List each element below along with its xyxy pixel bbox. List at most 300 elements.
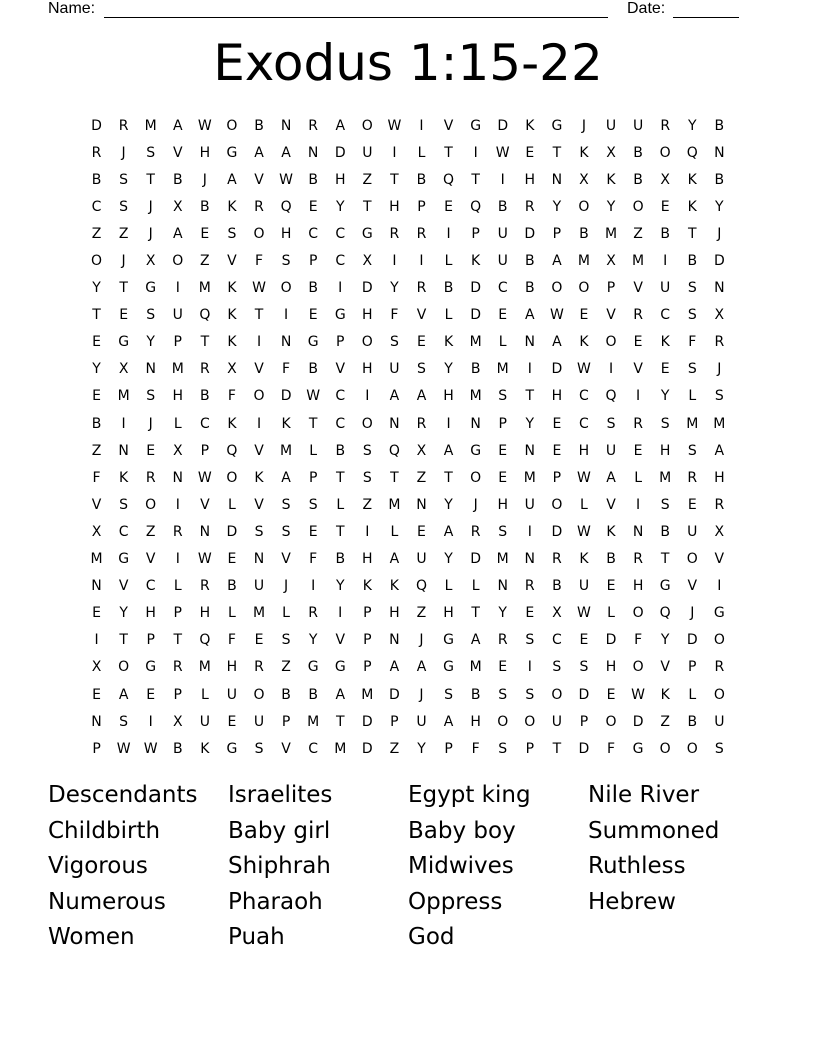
grid-letter[interactable]: T bbox=[92, 307, 101, 324]
grid-letter[interactable]: Z bbox=[660, 713, 670, 730]
grid-letter[interactable]: B bbox=[660, 225, 670, 242]
grid-letter[interactable]: D bbox=[389, 686, 400, 703]
grid-letter[interactable]: N bbox=[280, 117, 292, 134]
grid-letter[interactable]: B bbox=[714, 171, 725, 188]
grid-letter[interactable]: H bbox=[497, 496, 508, 513]
grid-letter[interactable]: H bbox=[334, 171, 346, 188]
grid-letter[interactable]: R bbox=[91, 144, 102, 161]
grid-letter[interactable]: R bbox=[552, 551, 562, 568]
grid-letter[interactable]: N bbox=[172, 469, 184, 486]
grid-letter[interactable]: R bbox=[714, 334, 725, 351]
grid-letter[interactable]: Y bbox=[687, 117, 697, 134]
grid-letter[interactable]: D bbox=[713, 253, 725, 270]
grid-letter[interactable]: V bbox=[281, 551, 291, 568]
grid-letter[interactable]: B bbox=[308, 171, 318, 188]
grid-letter[interactable]: B bbox=[660, 523, 670, 540]
grid-letter[interactable]: V bbox=[714, 551, 725, 568]
grid-letter[interactable]: R bbox=[633, 551, 643, 568]
grid-letter[interactable]: Z bbox=[633, 225, 643, 242]
grid-letter[interactable]: K bbox=[227, 198, 237, 215]
grid-letter[interactable]: S bbox=[687, 307, 697, 324]
grid-letter[interactable]: J bbox=[419, 632, 424, 649]
grid-letter[interactable]: O bbox=[605, 334, 617, 351]
grid-letter[interactable]: O bbox=[713, 632, 725, 649]
grid-letter[interactable]: P bbox=[336, 334, 345, 351]
grid-letter[interactable]: U bbox=[605, 117, 617, 134]
grid-letter[interactable]: D bbox=[470, 307, 482, 324]
grid-letter[interactable]: P bbox=[417, 198, 426, 215]
name-field[interactable] bbox=[104, 17, 608, 18]
grid-letter[interactable]: E bbox=[444, 198, 453, 215]
grid-letter[interactable]: J bbox=[717, 361, 722, 378]
grid-letter[interactable]: L bbox=[634, 469, 642, 486]
grid-letter[interactable]: S bbox=[660, 496, 670, 513]
grid-letter[interactable]: O bbox=[578, 198, 590, 215]
grid-letter[interactable]: X bbox=[606, 144, 616, 161]
grid-letter[interactable]: X bbox=[172, 198, 183, 215]
grid-letter[interactable]: A bbox=[254, 144, 264, 161]
grid-letter[interactable]: E bbox=[579, 307, 589, 324]
grid-letter[interactable]: K bbox=[227, 280, 237, 297]
grid-letter[interactable]: J bbox=[148, 198, 153, 215]
grid-letter[interactable]: N bbox=[524, 334, 536, 351]
grid-letter[interactable]: M bbox=[90, 551, 103, 568]
grid-letter[interactable]: Z bbox=[145, 523, 156, 540]
grid-letter[interactable]: E bbox=[498, 469, 508, 486]
grid-letter[interactable]: M bbox=[523, 469, 536, 486]
grid-letter[interactable]: Z bbox=[118, 225, 129, 242]
grid-letter[interactable]: S bbox=[687, 280, 697, 297]
grid-letter[interactable]: M bbox=[577, 253, 590, 270]
grid-letter[interactable]: C bbox=[335, 225, 346, 242]
grid-letter[interactable]: K bbox=[281, 415, 291, 432]
grid-letter[interactable]: E bbox=[92, 388, 101, 405]
grid-letter[interactable]: A bbox=[525, 307, 535, 324]
grid-letter[interactable]: W bbox=[252, 280, 266, 297]
grid-letter[interactable]: T bbox=[552, 144, 562, 161]
grid-letter[interactable]: V bbox=[687, 578, 698, 595]
grid-letter[interactable]: K bbox=[579, 144, 589, 161]
grid-letter[interactable]: P bbox=[606, 280, 616, 297]
grid-letter[interactable]: H bbox=[362, 551, 373, 568]
grid-letter[interactable]: Z bbox=[91, 442, 102, 459]
grid-letter[interactable]: T bbox=[119, 280, 128, 297]
grid-letter[interactable]: W bbox=[387, 117, 402, 134]
grid-letter[interactable]: D bbox=[226, 523, 238, 540]
grid-letter[interactable]: Y bbox=[92, 280, 101, 297]
grid-letter[interactable]: N bbox=[524, 551, 536, 568]
grid-letter[interactable]: F bbox=[227, 632, 236, 649]
grid-letter[interactable]: O bbox=[470, 469, 482, 486]
grid-letter[interactable]: R bbox=[172, 659, 183, 676]
grid-letter[interactable]: C bbox=[145, 578, 156, 595]
grid-letter[interactable]: S bbox=[308, 496, 318, 513]
grid-letter[interactable]: W bbox=[549, 307, 564, 324]
grid-letter[interactable]: K bbox=[254, 469, 264, 486]
grid-letter[interactable]: P bbox=[281, 713, 291, 730]
grid-letter[interactable]: Y bbox=[308, 632, 318, 649]
grid-letter[interactable]: B bbox=[308, 686, 318, 703]
grid-letter[interactable]: E bbox=[146, 442, 156, 459]
grid-letter[interactable]: D bbox=[632, 713, 644, 730]
grid-letter[interactable]: N bbox=[470, 415, 481, 432]
grid-letter[interactable]: L bbox=[688, 686, 697, 703]
grid-letter[interactable]: I bbox=[94, 632, 99, 649]
grid-letter[interactable]: B bbox=[606, 551, 616, 568]
grid-letter[interactable]: L bbox=[580, 496, 588, 513]
grid-letter[interactable]: I bbox=[338, 280, 343, 297]
grid-letter[interactable]: Q bbox=[659, 605, 671, 622]
grid-letter[interactable]: N bbox=[714, 144, 725, 161]
grid-letter[interactable]: G bbox=[443, 632, 454, 649]
grid-letter[interactable]: A bbox=[172, 225, 183, 242]
grid-letter[interactable]: A bbox=[552, 334, 562, 351]
grid-letter[interactable]: H bbox=[362, 307, 373, 324]
grid-letter[interactable]: N bbox=[632, 523, 644, 540]
grid-letter[interactable]: M bbox=[686, 415, 699, 432]
grid-letter[interactable]: H bbox=[578, 442, 590, 459]
grid-letter[interactable]: S bbox=[687, 442, 697, 459]
grid-letter[interactable]: E bbox=[660, 198, 670, 215]
grid-letter[interactable]: C bbox=[335, 388, 346, 405]
grid-letter[interactable]: N bbox=[389, 415, 400, 432]
grid-letter[interactable]: N bbox=[199, 523, 211, 540]
grid-letter[interactable]: R bbox=[497, 632, 508, 649]
grid-letter[interactable]: I bbox=[392, 144, 397, 161]
grid-letter[interactable]: Z bbox=[281, 659, 291, 676]
grid-letter[interactable]: O bbox=[605, 713, 617, 730]
grid-letter[interactable]: K bbox=[579, 334, 589, 351]
grid-letter[interactable]: O bbox=[578, 280, 590, 297]
grid-letter[interactable]: N bbox=[253, 551, 265, 568]
grid-letter[interactable]: C bbox=[335, 415, 346, 432]
grid-letter[interactable]: K bbox=[525, 117, 535, 134]
grid-letter[interactable]: V bbox=[633, 280, 643, 297]
grid-letter[interactable]: S bbox=[254, 740, 264, 757]
grid-letter[interactable]: A bbox=[606, 469, 616, 486]
grid-letter[interactable]: G bbox=[334, 307, 346, 324]
grid-letter[interactable]: H bbox=[443, 605, 454, 622]
grid-letter[interactable]: E bbox=[227, 551, 237, 568]
grid-letter[interactable]: B bbox=[633, 144, 643, 161]
grid-letter[interactable]: B bbox=[579, 225, 589, 242]
grid-letter[interactable]: Q bbox=[415, 578, 427, 595]
grid-letter[interactable]: L bbox=[417, 144, 426, 161]
grid-letter[interactable]: V bbox=[91, 496, 102, 513]
grid-letter[interactable]: Y bbox=[444, 361, 453, 378]
grid-letter[interactable]: D bbox=[91, 117, 102, 134]
grid-letter[interactable]: S bbox=[444, 686, 453, 703]
grid-letter[interactable]: D bbox=[686, 632, 698, 649]
grid-letter[interactable]: O bbox=[524, 713, 536, 730]
grid-letter[interactable]: D bbox=[551, 361, 563, 378]
grid-letter[interactable]: J bbox=[121, 144, 126, 161]
grid-letter[interactable]: Y bbox=[390, 280, 399, 297]
grid-letter[interactable]: Y bbox=[119, 605, 128, 622]
grid-letter[interactable]: Y bbox=[335, 198, 345, 215]
grid-letter[interactable]: H bbox=[145, 605, 156, 622]
grid-letter[interactable]: B bbox=[633, 171, 643, 188]
grid-letter[interactable]: L bbox=[282, 605, 290, 622]
grid-letter[interactable]: T bbox=[308, 415, 318, 432]
grid-letter[interactable]: O bbox=[551, 280, 563, 297]
grid-letter[interactable]: N bbox=[389, 632, 400, 649]
grid-letter[interactable]: E bbox=[579, 632, 589, 649]
grid-letter[interactable]: Y bbox=[92, 361, 101, 378]
grid-letter[interactable]: E bbox=[633, 442, 643, 459]
grid-letter[interactable]: N bbox=[524, 442, 536, 459]
grid-letter[interactable]: V bbox=[172, 144, 183, 161]
grid-letter[interactable]: M bbox=[469, 334, 482, 351]
grid-letter[interactable]: A bbox=[389, 551, 400, 568]
grid-letter[interactable]: T bbox=[254, 307, 264, 324]
grid-letter[interactable]: B bbox=[227, 578, 237, 595]
grid-letter[interactable]: I bbox=[256, 334, 262, 351]
grid-letter[interactable]: B bbox=[552, 578, 562, 595]
grid-letter[interactable]: Y bbox=[444, 496, 453, 513]
grid-letter[interactable]: P bbox=[173, 686, 182, 703]
grid-letter[interactable]: P bbox=[390, 713, 399, 730]
grid-letter[interactable]: S bbox=[606, 415, 616, 432]
grid-letter[interactable]: Y bbox=[444, 551, 453, 568]
grid-letter[interactable]: E bbox=[254, 632, 264, 649]
grid-letter[interactable]: O bbox=[253, 225, 265, 242]
grid-letter[interactable]: B bbox=[687, 713, 698, 730]
grid-letter[interactable]: K bbox=[362, 578, 372, 595]
grid-letter[interactable]: D bbox=[524, 225, 536, 242]
grid-letter[interactable]: V bbox=[416, 307, 427, 324]
grid-letter[interactable]: M bbox=[334, 740, 347, 757]
grid-letter[interactable]: E bbox=[417, 523, 426, 540]
grid-letter[interactable]: C bbox=[91, 198, 102, 215]
grid-letter[interactable]: A bbox=[443, 442, 454, 459]
grid-letter[interactable]: N bbox=[91, 713, 102, 730]
grid-letter[interactable]: D bbox=[497, 117, 509, 134]
grid-letter[interactable]: L bbox=[173, 578, 182, 595]
grid-letter[interactable]: H bbox=[280, 225, 292, 242]
grid-letter[interactable]: X bbox=[579, 171, 589, 188]
grid-letter[interactable]: B bbox=[416, 171, 427, 188]
grid-letter[interactable]: P bbox=[146, 632, 155, 649]
grid-letter[interactable]: A bbox=[281, 144, 291, 161]
grid-letter[interactable]: V bbox=[254, 171, 264, 188]
grid-letter[interactable]: B bbox=[470, 686, 481, 703]
grid-letter[interactable]: H bbox=[632, 578, 644, 595]
grid-letter[interactable]: L bbox=[498, 334, 507, 351]
grid-letter[interactable]: O bbox=[226, 117, 238, 134]
grid-letter[interactable]: A bbox=[389, 388, 400, 405]
grid-letter[interactable]: G bbox=[145, 280, 157, 297]
grid-letter[interactable]: J bbox=[202, 171, 207, 188]
grid-letter[interactable]: M bbox=[117, 388, 130, 405]
grid-letter[interactable]: L bbox=[471, 578, 480, 595]
grid-letter[interactable]: K bbox=[606, 523, 616, 540]
grid-letter[interactable]: H bbox=[443, 388, 454, 405]
grid-letter[interactable]: V bbox=[443, 117, 454, 134]
grid-letter[interactable]: S bbox=[525, 686, 535, 703]
grid-letter[interactable]: W bbox=[197, 551, 212, 568]
date-field[interactable] bbox=[673, 17, 739, 18]
grid-letter[interactable]: R bbox=[308, 117, 319, 134]
grid-letter[interactable]: B bbox=[335, 551, 346, 568]
grid-letter[interactable]: G bbox=[632, 740, 644, 757]
grid-letter[interactable]: S bbox=[552, 659, 562, 676]
grid-letter[interactable]: R bbox=[416, 280, 427, 297]
grid-letter[interactable]: U bbox=[253, 713, 265, 730]
grid-letter[interactable]: I bbox=[473, 144, 478, 161]
grid-letter[interactable]: G bbox=[145, 659, 157, 676]
grid-letter[interactable]: V bbox=[335, 632, 346, 649]
grid-letter[interactable]: B bbox=[200, 388, 210, 405]
grid-letter[interactable]: R bbox=[633, 415, 643, 432]
grid-letter[interactable]: B bbox=[524, 253, 535, 270]
grid-letter[interactable]: H bbox=[659, 442, 671, 459]
grid-letter[interactable]: M bbox=[252, 605, 266, 622]
grid-letter[interactable]: R bbox=[145, 469, 156, 486]
grid-letter[interactable]: Q bbox=[443, 171, 455, 188]
grid-letter[interactable]: X bbox=[660, 171, 670, 188]
grid-letter[interactable]: I bbox=[284, 307, 289, 324]
grid-letter[interactable]: E bbox=[200, 225, 210, 242]
grid-letter[interactable]: L bbox=[336, 496, 345, 513]
grid-letter[interactable]: K bbox=[471, 253, 481, 270]
grid-letter[interactable]: E bbox=[660, 361, 670, 378]
grid-letter[interactable]: M bbox=[388, 496, 401, 513]
grid-letter[interactable]: S bbox=[227, 225, 237, 242]
grid-letter[interactable]: E bbox=[92, 605, 101, 622]
grid-letter[interactable]: A bbox=[281, 469, 291, 486]
grid-letter[interactable]: S bbox=[498, 388, 508, 405]
grid-letter[interactable]: S bbox=[362, 469, 372, 486]
grid-letter[interactable]: U bbox=[714, 713, 725, 730]
grid-letter[interactable]: V bbox=[335, 361, 346, 378]
grid-letter[interactable]: D bbox=[578, 740, 590, 757]
grid-letter[interactable]: Y bbox=[660, 632, 670, 649]
grid-letter[interactable]: R bbox=[172, 523, 183, 540]
grid-letter[interactable]: X bbox=[362, 253, 373, 270]
grid-letter[interactable]: T bbox=[200, 334, 210, 351]
grid-letter[interactable]: O bbox=[686, 551, 698, 568]
grid-letter[interactable]: S bbox=[281, 632, 291, 649]
grid-letter[interactable]: W bbox=[197, 117, 212, 134]
grid-letter[interactable]: V bbox=[281, 740, 291, 757]
grid-letter[interactable]: P bbox=[579, 713, 589, 730]
grid-letter[interactable]: E bbox=[119, 307, 129, 324]
grid-letter[interactable]: F bbox=[634, 632, 643, 649]
grid-letter[interactable]: P bbox=[552, 225, 562, 242]
grid-letter[interactable]: O bbox=[253, 686, 265, 703]
grid-letter[interactable]: M bbox=[496, 551, 509, 568]
grid-letter[interactable]: G bbox=[118, 551, 130, 568]
grid-letter[interactable]: A bbox=[172, 117, 183, 134]
grid-letter[interactable]: S bbox=[579, 659, 589, 676]
grid-letter[interactable]: M bbox=[469, 388, 482, 405]
grid-letter[interactable]: W bbox=[279, 171, 293, 188]
grid-letter[interactable]: V bbox=[227, 253, 237, 270]
grid-letter[interactable]: H bbox=[605, 659, 617, 676]
grid-letter[interactable]: M bbox=[144, 117, 157, 134]
grid-letter[interactable]: Q bbox=[199, 307, 211, 324]
grid-letter[interactable]: M bbox=[604, 225, 618, 242]
grid-letter[interactable]: D bbox=[605, 632, 617, 649]
grid-letter[interactable]: C bbox=[660, 307, 671, 324]
grid-letter[interactable]: C bbox=[308, 225, 319, 242]
grid-letter[interactable]: V bbox=[606, 496, 616, 513]
grid-letter[interactable]: A bbox=[714, 442, 725, 459]
grid-letter[interactable]: M bbox=[469, 659, 482, 676]
grid-letter[interactable]: V bbox=[145, 551, 156, 568]
grid-letter[interactable]: R bbox=[118, 117, 129, 134]
grid-letter[interactable]: R bbox=[714, 659, 725, 676]
grid-letter[interactable]: M bbox=[713, 415, 726, 432]
grid-letter[interactable]: W bbox=[577, 361, 591, 378]
grid-letter[interactable]: T bbox=[444, 469, 453, 486]
grid-letter[interactable]: P bbox=[688, 659, 697, 676]
grid-letter[interactable]: B bbox=[443, 280, 454, 297]
grid-letter[interactable]: I bbox=[446, 415, 451, 432]
grid-letter[interactable]: B bbox=[254, 117, 264, 134]
grid-letter[interactable]: T bbox=[363, 198, 372, 215]
grid-letter[interactable]: R bbox=[714, 496, 725, 513]
grid-letter[interactable]: W bbox=[631, 686, 646, 703]
grid-letter[interactable]: I bbox=[446, 225, 451, 242]
grid-letter[interactable]: U bbox=[362, 144, 373, 161]
grid-letter[interactable]: G bbox=[118, 334, 130, 351]
grid-letter[interactable]: I bbox=[175, 280, 180, 297]
grid-letter[interactable]: T bbox=[525, 388, 535, 405]
grid-letter[interactable]: Q bbox=[280, 198, 292, 215]
grid-letter[interactable]: N bbox=[497, 578, 508, 595]
grid-letter[interactable]: O bbox=[280, 280, 292, 297]
grid-letter[interactable]: P bbox=[173, 334, 182, 351]
grid-letter[interactable]: E bbox=[498, 442, 508, 459]
grid-letter[interactable]: X bbox=[118, 361, 129, 378]
grid-letter[interactable]: R bbox=[254, 659, 264, 676]
grid-letter[interactable]: A bbox=[443, 713, 454, 730]
grid-letter[interactable]: S bbox=[498, 686, 508, 703]
grid-letter[interactable]: I bbox=[608, 361, 614, 378]
grid-letter[interactable]: Q bbox=[226, 442, 238, 459]
grid-letter[interactable]: A bbox=[416, 388, 427, 405]
grid-letter[interactable]: Q bbox=[470, 198, 482, 215]
grid-letter[interactable]: C bbox=[579, 388, 589, 405]
grid-letter[interactable]: O bbox=[551, 686, 563, 703]
grid-letter[interactable]: I bbox=[392, 253, 397, 270]
grid-letter[interactable]: H bbox=[551, 388, 563, 405]
grid-letter[interactable]: J bbox=[284, 578, 289, 595]
grid-letter[interactable]: S bbox=[417, 361, 426, 378]
grid-letter[interactable]: O bbox=[686, 740, 698, 757]
grid-letter[interactable]: Z bbox=[389, 740, 400, 757]
grid-letter[interactable]: B bbox=[470, 361, 481, 378]
grid-letter[interactable]: E bbox=[498, 659, 508, 676]
grid-letter[interactable]: H bbox=[199, 605, 211, 622]
grid-letter[interactable]: L bbox=[444, 253, 453, 270]
grid-letter[interactable]: V bbox=[254, 442, 264, 459]
grid-letter[interactable]: C bbox=[335, 253, 346, 270]
grid-letter[interactable]: M bbox=[198, 659, 211, 676]
grid-letter[interactable]: Y bbox=[606, 198, 616, 215]
grid-letter[interactable]: X bbox=[227, 361, 237, 378]
grid-letter[interactable]: S bbox=[281, 253, 291, 270]
grid-letter[interactable]: I bbox=[527, 523, 532, 540]
grid-letter[interactable]: I bbox=[500, 171, 505, 188]
grid-letter[interactable]: G bbox=[307, 334, 319, 351]
grid-letter[interactable]: Q bbox=[199, 632, 211, 649]
grid-letter[interactable]: D bbox=[578, 686, 590, 703]
grid-letter[interactable]: K bbox=[660, 334, 670, 351]
grid-letter[interactable]: R bbox=[308, 605, 319, 622]
